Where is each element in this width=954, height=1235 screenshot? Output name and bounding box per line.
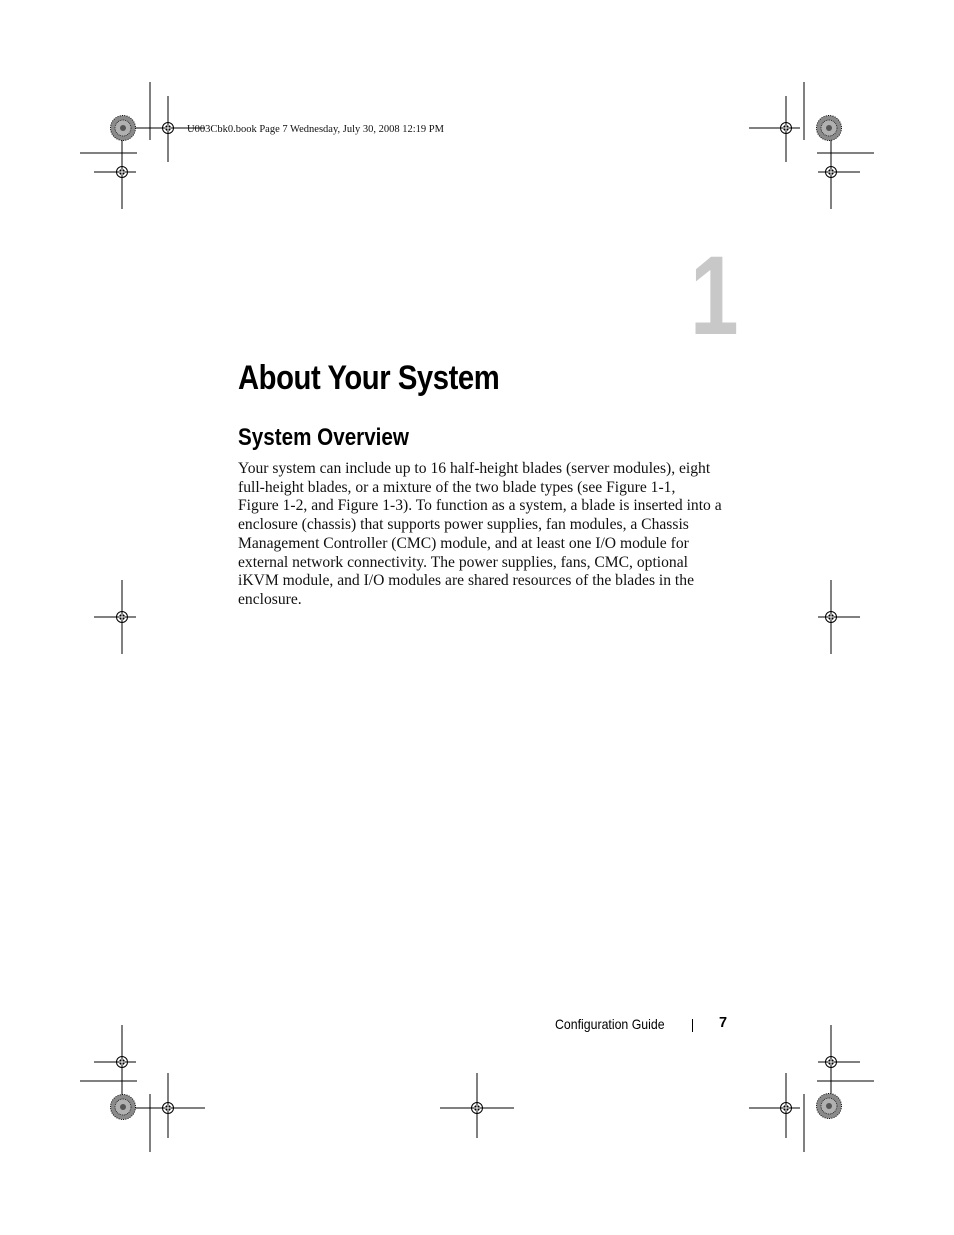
- body-line: external network connectivity. The power supplies, fans, CMC, optional: [238, 553, 688, 571]
- color-bar-starburst-icon: [817, 1094, 842, 1119]
- body-line: Your system can include up to 16 half-height blades (server modules), eight: [238, 460, 711, 477]
- footer-document-title: Configuration Guide: [555, 1016, 665, 1032]
- chapter-number: 1: [690, 233, 736, 358]
- bottom-left-crop-marks: [80, 1025, 205, 1152]
- print-slug-line: U003Cbk0.book Page 7 Wednesday, July 30, 2008 12:19 PM: [187, 124, 444, 135]
- bottom-right-crop-marks: [749, 1025, 874, 1152]
- top-right-crop-marks: [749, 82, 874, 209]
- body-line: Figure 1-2, and Figure 1-3). To function as a system, a blade is inserted into a: [238, 497, 722, 515]
- page-number: 7: [719, 1015, 728, 1031]
- color-bar-starburst-icon: [111, 116, 136, 141]
- section-body: [238, 460, 738, 610]
- chapter-title: About Your System: [238, 359, 500, 397]
- footer-separator: [692, 1019, 693, 1032]
- body-line: enclosure.: [238, 590, 302, 608]
- body-line: Management Controller (CMC) module, and at least one I/O module for: [238, 534, 689, 552]
- top-left-crop-marks: [80, 82, 205, 209]
- body-line: enclosure (chassis) that supports power supplies, fan modules, a Chassis: [238, 516, 689, 534]
- color-bar-starburst-icon: [111, 1095, 136, 1120]
- body-line: full-height blades, or a mixture of the two blade types (see Figure 1-1,: [238, 478, 676, 496]
- color-bar-starburst-icon: [817, 116, 842, 141]
- body-line: iKVM module, and I/O modules are shared resources of the blades in the: [238, 572, 694, 590]
- section-title: System Overview: [238, 424, 409, 451]
